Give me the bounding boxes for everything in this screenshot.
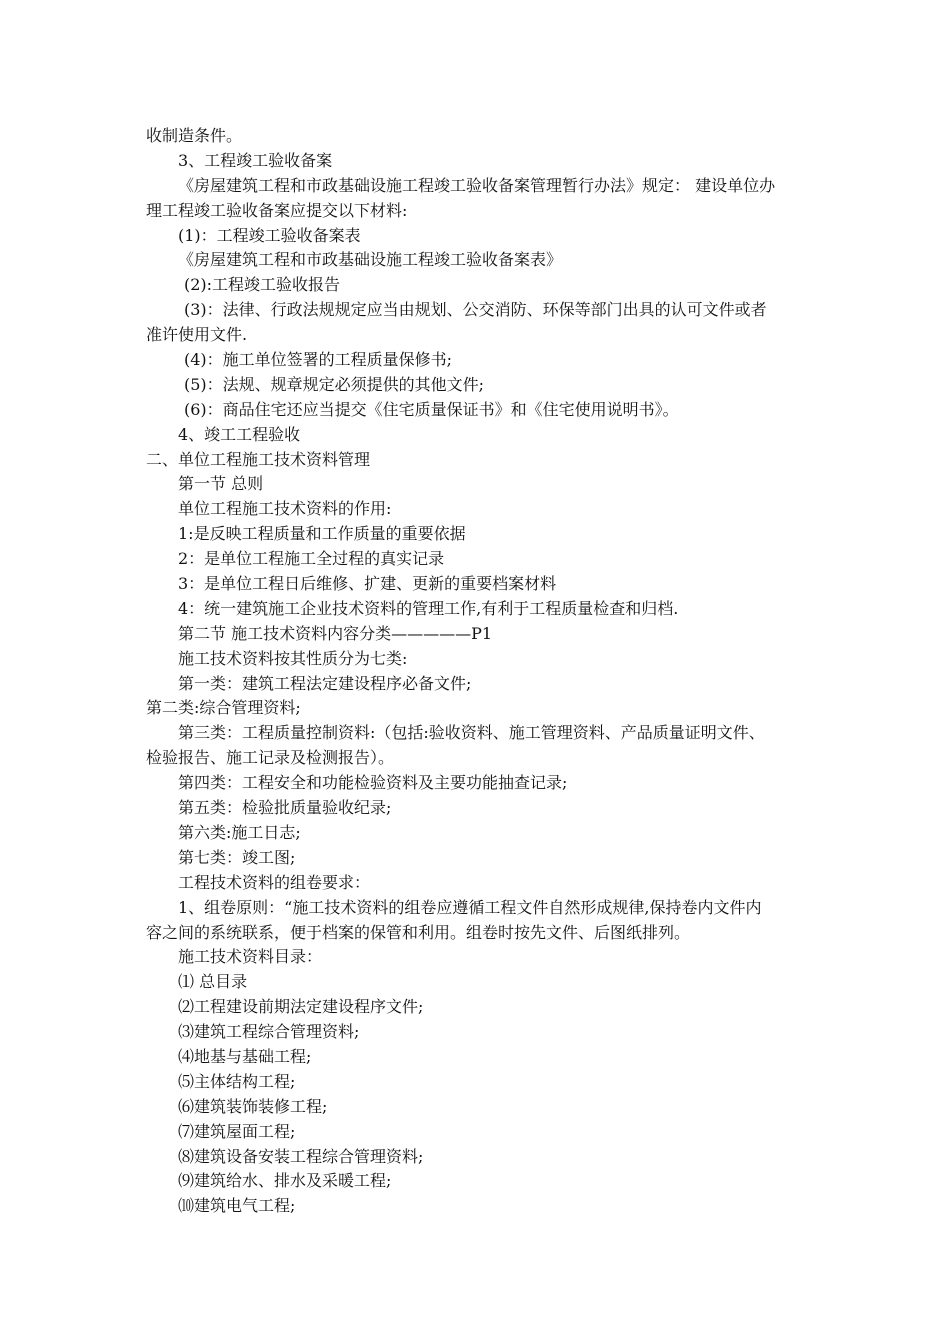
text-line: (1)：工程竣工验收备案表 [178,225,361,245]
text-line: 第一类：建筑工程法定建设程序必备文件; [178,673,472,693]
text-line: (3)：法律、行政法规规定应当由规划、公交消防、环保等部门出具的认可文件或者 [184,300,767,320]
text-line: ⑷地基与基础工程; [178,1046,312,1066]
text-line: ⑺建筑屋面工程; [178,1121,296,1141]
text-line: 第一节 总则 [178,474,264,494]
text-line: ⑴ 总目录 [178,972,248,992]
text-line: 第二节 施工技术资料内容分类—————P1 [178,623,493,643]
text-line: (5)：法规、规章规定必须提供的其他文件; [184,374,485,394]
text-line: 施工技术资料目录： [178,947,323,967]
text-line: 第六类:施工日志; [178,822,301,842]
text-line: 1、组卷原则：“施工技术资料的组卷应遵循工程文件自然形成规律,保持卷内文件内 [178,897,762,917]
text-line: 3：是单位工程日后维修、扩建、更新的重要档案材料 [178,574,557,594]
document-body [146,124,816,1219]
text-line: 施工技术资料按其性质分为七类: [178,648,408,668]
text-line: ⑵工程建设前期法定建设程序文件; [178,997,424,1017]
text-line: 第三类：工程质量控制资料:（包括:验收资料、施工管理资料、产品质量证明文件、 [178,723,765,743]
text-line: 检验报告、施工记录及检测报告）。 [146,748,395,768]
text-line: 第二类:综合管理资料; [146,698,301,718]
text-line: 第四类：工程安全和功能检验资料及主要功能抽查记录; [178,773,568,793]
text-line: 准许使用文件. [146,325,248,345]
text-line: 《房屋建筑工程和市政基础设施工程竣工验收备案管理暂行办法》规定： 建设单位办 [178,175,776,195]
text-line: 2：是单位工程施工全过程的真实记录 [178,549,445,569]
text-line: (6)：商品住宅还应当提交《住宅质量保证书》和《住宅使用说明书》。 [184,399,679,419]
text-line: 工程技术资料的组卷要求： [178,872,371,892]
text-line: 单位工程施工技术资料的作用: [178,499,392,519]
text-line: ⑻建筑设备安装工程综合管理资料; [178,1146,424,1166]
text-line: 1:是反映工程质量和工作质量的重要依据 [178,524,466,544]
text-line: (4)：施工单位签署的工程质量保修书; [184,350,453,370]
text-line: 3、工程竣工验收备案 [178,150,333,170]
text-line: 第五类：检验批质量验收纪录; [178,798,392,818]
text-line: 收制造条件。 [146,126,243,145]
text-line: ⑼建筑给水、排水及采暖工程; [178,1171,392,1191]
text-line: 《房屋建筑工程和市政基础设施工程竣工验收备案表》 [178,250,563,270]
text-line: ⑹建筑装饰装修工程; [178,1096,328,1116]
text-line: 二、单位工程施工技术资料管理 [146,449,371,469]
text-line: 理工程竣工验收备案应提交以下材料: [146,200,408,220]
text-line: ⑶建筑工程综合管理资料; [178,1022,360,1042]
text-line: 4、竣工工程验收 [178,424,301,444]
text-line: 第七类：竣工图; [178,847,296,867]
text-line: (2):工程竣工验收报告 [184,275,341,295]
text-line: ⑽建筑电气工程; [178,1196,296,1216]
text-line: ⑸主体结构工程; [178,1071,296,1091]
text-line: 4：统一建筑施工企业技术资料的管理工作,有利于工程质量检查和归档. [178,598,679,618]
text-line: 容之间的系统联系，便于档案的保管和利用。组卷时按先文件、后图纸排列。 [146,922,691,942]
